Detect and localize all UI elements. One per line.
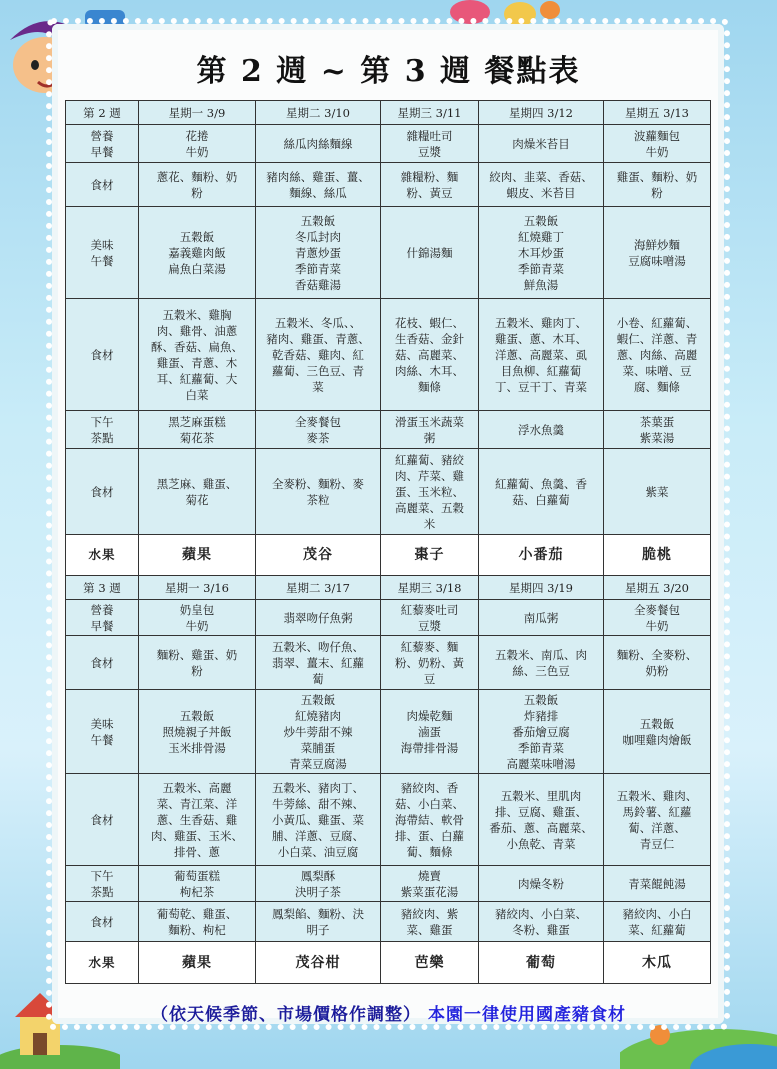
menu-cell: 肉燥冬粉 (479, 866, 604, 902)
ingredient-cell: 蔥花、麵粉、奶 粉 (139, 163, 256, 207)
ingredient-cell: 紫菜 (604, 449, 711, 535)
ingredient-cell: 花枝、蝦仁、 生香菇、金針 菇、高麗菜、 肉絲、木耳、 麵條 (381, 299, 479, 411)
row-label: 營養 早餐 (66, 600, 139, 636)
row-label: 營養 早餐 (66, 125, 139, 163)
footer-note (0, 1000, 777, 1025)
menu-cell: 五穀飯 咖哩雞肉燴飯 (604, 690, 711, 774)
row-label: 食材 (66, 774, 139, 866)
fruit-cell: 脆桃 (604, 535, 711, 576)
menu-cell: 五穀飯 紅燒雞丁 木耳炒蛋 季節青菜 鮮魚湯 (479, 207, 604, 299)
ingredients-row (66, 163, 711, 207)
day-header: 星期二 3/17 (256, 576, 381, 600)
menu-cell: 肉燥米苔目 (479, 125, 604, 163)
ingredient-cell: 豬絞肉、香 菇、小白菜、 海帶結、軟骨 排、蛋、白蘿 蔔、麵條 (381, 774, 479, 866)
price-adjustment-note: （依天候季節、市場價格作調整） (151, 1005, 422, 1025)
snack-row (66, 411, 711, 449)
ingredient-cell: 豬絞肉、小白 菜、紅蘿蔔 (604, 902, 711, 942)
day-header: 星期三 3/18 (381, 576, 479, 600)
ingredient-cell: 全麥粉、麵粉、麥 茶粒 (256, 449, 381, 535)
menu-cell: 五穀飯 炸豬排 番茄燴豆腐 季節青菜 高麗菜味噌湯 (479, 690, 604, 774)
ingredient-cell: 紅蘿蔔、豬絞 肉、芹菜、雞 蛋、玉米粒、 高麗菜、五穀 米 (381, 449, 479, 535)
menu-cell: 全麥餐包 麥茶 (256, 411, 381, 449)
ingredient-cell: 五穀米、高麗 菜、青江菜、洋 蔥、生香菇、雞 肉、雞蛋、玉米、 排骨、蔥 (139, 774, 256, 866)
fruit-row (66, 535, 711, 576)
ingredients-row (66, 299, 711, 411)
menu-cell: 浮水魚羹 (479, 411, 604, 449)
fruit-cell: 蘋果 (139, 535, 256, 576)
ingredient-cell: 五穀米、雞肉丁、 雞蛋、蔥、木耳、 洋蔥、高麗菜、虱 目魚柳、紅蘿蔔 丁、豆干丁、青菜 (479, 299, 604, 411)
menu-cell: 奶皇包 牛奶 (139, 600, 256, 636)
ingredient-cell: 麵粉、雞蛋、奶 粉 (139, 636, 256, 690)
fruit-cell: 葡萄 (479, 942, 604, 984)
fruit-row (66, 942, 711, 984)
menu-cell: 五穀飯 嘉義雞肉飯 扁魚白菜湯 (139, 207, 256, 299)
ingredients-row (66, 774, 711, 866)
fruit-cell: 木瓜 (604, 942, 711, 984)
menu-cell: 茶葉蛋 紫菜湯 (604, 411, 711, 449)
day-header: 星期四 3/12 (479, 101, 604, 125)
ingredient-cell: 絞肉、韭菜、香菇、 蝦皮、米苔目 (479, 163, 604, 207)
day-header: 星期一 3/16 (139, 576, 256, 600)
row-label: 下午 茶點 (66, 866, 139, 902)
week-label: 第 3 週 (66, 576, 139, 600)
menu-cell: 什錦湯麵 (381, 207, 479, 299)
breakfast-row (66, 125, 711, 163)
fruit-cell: 芭樂 (381, 942, 479, 984)
snack-row (66, 866, 711, 902)
fruit-cell: 棗子 (381, 535, 479, 576)
row-label: 食材 (66, 636, 139, 690)
row-label: 美味 午餐 (66, 207, 139, 299)
ingredient-cell: 五穀米、雞胸 肉、雞骨、油蔥 酥、香菇、扁魚、 雞蛋、青蔥、木 耳、紅蘿蔔、大 白菜 (139, 299, 256, 411)
menu-cell: 全麥餐包 牛奶 (604, 600, 711, 636)
ingredients-row (66, 902, 711, 942)
day-header: 星期四 3/19 (479, 576, 604, 600)
day-header: 星期一 3/9 (139, 101, 256, 125)
row-label: 水果 (66, 535, 139, 576)
menu-cell: 翡翠吻仔魚粥 (256, 600, 381, 636)
domestic-pork-note: 本園一律使用國產豬食材 (427, 1005, 626, 1025)
ingredient-cell: 豬絞肉、紫 菜、雞蛋 (381, 902, 479, 942)
ingredients-row (66, 636, 711, 690)
ingredient-cell: 麵粉、全麥粉、 奶粉 (604, 636, 711, 690)
menu-cell: 花捲 牛奶 (139, 125, 256, 163)
menu-cell: 南瓜粥 (479, 600, 604, 636)
ingredient-cell: 小卷、紅蘿蔔、 蝦仁、洋蔥、青 蔥、肉絲、高麗 菜、味噌、豆 腐、麵條 (604, 299, 711, 411)
page-title: 第 2 週 ~ 第 3 週 餐點表 (196, 54, 581, 89)
ingredient-cell: 五穀米、雞肉、 馬鈴薯、紅蘿 蔔、洋蔥、 青豆仁 (604, 774, 711, 866)
row-label: 美味 午餐 (66, 690, 139, 774)
ingredient-cell: 五穀米、里肌肉 排、豆腐、雞蛋、 番茄、蔥、高麗菜、 小魚乾、青菜 (479, 774, 604, 866)
day-header: 星期二 3/10 (256, 101, 381, 125)
row-label: 食材 (66, 163, 139, 207)
menu-cell: 紅藜麥吐司 豆漿 (381, 600, 479, 636)
menu-cell: 絲瓜肉絲麵線 (256, 125, 381, 163)
ingredient-cell: 五穀米、吻仔魚、 翡翠、薑末、紅蘿 蔔 (256, 636, 381, 690)
day-header: 星期五 3/13 (604, 101, 711, 125)
ingredient-cell: 紅蘿蔔、魚羹、香 菇、白蘿蔔 (479, 449, 604, 535)
lunch-row (66, 690, 711, 774)
week2-header-row (66, 101, 711, 125)
ingredient-cell: 鳳梨餡、麵粉、決 明子 (256, 902, 381, 942)
menu-cell: 肉燥乾麵 滷蛋 海帶排骨湯 (381, 690, 479, 774)
day-header: 星期三 3/11 (381, 101, 479, 125)
row-label: 食材 (66, 299, 139, 411)
lunch-row (66, 207, 711, 299)
ingredient-cell: 豬絞肉、小白菜、 冬粉、雞蛋 (479, 902, 604, 942)
fruit-cell: 蘋果 (139, 942, 256, 984)
day-header: 星期五 3/20 (604, 576, 711, 600)
menu-cell: 葡萄蛋糕 枸杞茶 (139, 866, 256, 902)
fruit-cell: 茂谷柑 (256, 942, 381, 984)
row-label: 食材 (66, 902, 139, 942)
menu-table (65, 100, 711, 984)
ingredient-cell: 紅藜麥、麵 粉、奶粉、黃 豆 (381, 636, 479, 690)
fruit-cell: 茂谷 (256, 535, 381, 576)
ingredient-cell: 葡萄乾、雞蛋、 麵粉、枸杞 (139, 902, 256, 942)
menu-cell: 波蘿麵包 牛奶 (604, 125, 711, 163)
menu-cell: 海鮮炒麵 豆腐味噌湯 (604, 207, 711, 299)
ingredient-cell: 雞蛋、麵粉、奶 粉 (604, 163, 711, 207)
fruit-cell: 小番茄 (479, 535, 604, 576)
ingredient-cell: 五穀米、南瓜、肉 絲、三色豆 (479, 636, 604, 690)
ingredient-cell: 黑芝麻、雞蛋、 菊花 (139, 449, 256, 535)
ingredient-cell: 豬肉絲、雞蛋、薑、 麵線、絲瓜 (256, 163, 381, 207)
row-label: 食材 (66, 449, 139, 535)
menu-cell: 鳳梨酥 決明子茶 (256, 866, 381, 902)
menu-cell: 雜糧吐司 豆漿 (381, 125, 479, 163)
menu-cell: 黑芝麻蛋糕 菊花茶 (139, 411, 256, 449)
menu-cell: 五穀飯 紅燒豬肉 炒牛蒡甜不辣 菜脯蛋 青菜豆腐湯 (256, 690, 381, 774)
menu-cell: 滑蛋玉米蔬菜 粥 (381, 411, 479, 449)
menu-cell: 青菜餛飩湯 (604, 866, 711, 902)
ingredients-row (66, 449, 711, 535)
menu-cell: 五穀飯 冬瓜封肉 青蔥炒蛋 季節青菜 香菇雞湯 (256, 207, 381, 299)
menu-cell: 燒賣 紫菜蛋花湯 (381, 866, 479, 902)
menu-cell: 五穀飯 照燒親子丼飯 玉米排骨湯 (139, 690, 256, 774)
breakfast-row (66, 600, 711, 636)
row-label: 水果 (66, 942, 139, 984)
ingredient-cell: 五穀米、冬瓜、、 豬肉、雞蛋、青蔥、 乾香菇、雞肉、紅 蘿蔔、三色豆、青 菜 (256, 299, 381, 411)
ingredient-cell: 雜糧粉、麵 粉、黃豆 (381, 163, 479, 207)
week-label: 第 2 週 (66, 101, 139, 125)
ingredient-cell: 五穀米、豬肉丁、 牛蒡絲、甜不辣、 小黃瓜、雞蛋、菜 脯、洋蔥、豆腐、 小白菜、油豆腐 (256, 774, 381, 866)
row-label: 下午 茶點 (66, 411, 139, 449)
week3-header-row (66, 576, 711, 600)
